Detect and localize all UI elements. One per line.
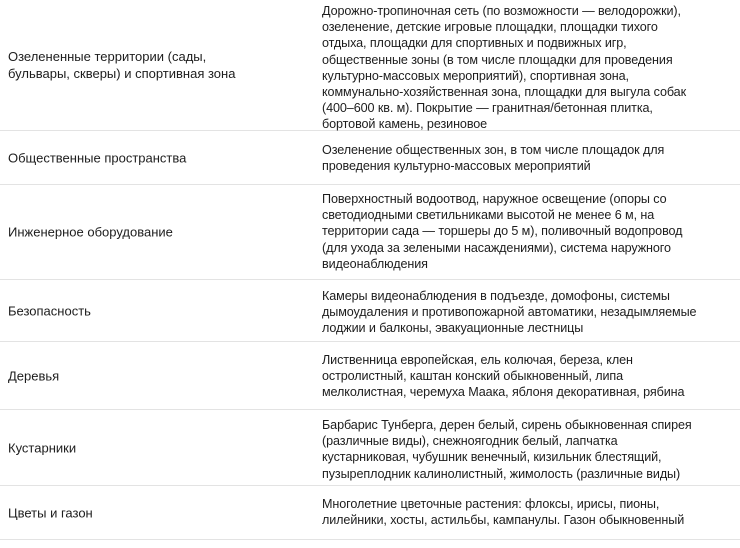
row-label: Безопасность [8,303,91,318]
row-description: Многолетние цветочные растения: флоксы, ирисы, пионы, лилейники, хосты, астильбы, кампанулы. Газон обыкновенный [322,497,685,528]
row-label: Кустарники [8,440,77,455]
row-label: Общественные пространства [8,150,187,165]
table-row [0,0,740,131]
table-row [0,342,740,410]
row-description: Поверхностный водоотвод, наружное освещение (опоры со светодиодными светильниками высотой не менее 6 м, на территории сада — торшеры до 5 м), поливочный водопровод (для ухода за зелеными насаждениями), система наружного видеонаблюдения [322,192,683,271]
row-description: Озеленение общественных зон, в том числе площадок для проведения культурно-массовых мероприятий [322,143,665,174]
table-row [0,131,740,185]
table-row [0,486,740,540]
table-row [0,410,740,486]
row-description: Камеры видеонаблюдения в подъезде, домофоны, системы дымоудаления и противопожарной автоматики, незадымляемые лоджии и балконы, эвакуационные лестницы [322,289,697,336]
row-label: Озелененные территории (сады, бульвары, скверы) и спортивная зона [8,49,236,81]
row-label: Цветы и газон [8,505,93,520]
row-label: Деревья [8,368,60,383]
row-description: Барбарис Тунберга, дерен белый, сирень обыкновенная спирея (различные виды), снежноягодник белый, лапчатка кустарниковая, чубушник венечный, кизильник блестящий, пузыреплодник калинолистный, жимолость (различные виды) [322,418,692,481]
table-row [0,280,740,342]
row-label: Инженерное оборудование [8,224,173,240]
row-description: Дорожно-тропиночная сеть (по возможности — велодорожки), озеленение, детские игровые площадки, площадки тихого отдыха, площадки для спортивных и подвижных игр, общественные зоны (в том числе площадки для проведения культурно-массовых мероприятий), спортивная зона, коммунально-хозяйственная зона, площадки для выгула собак (400–600 кв. м). Покрытие — гранитная/бетонная плитка, бортовой камень, резиновое [322,4,686,132]
table-row [0,185,740,280]
row-description: Лиственница европейская, ель колючая, береза, клен остролистный, каштан конский обыкновенный, липа мелколистная, черемуха Маака, яблоня декоративная, рябина [322,353,685,400]
